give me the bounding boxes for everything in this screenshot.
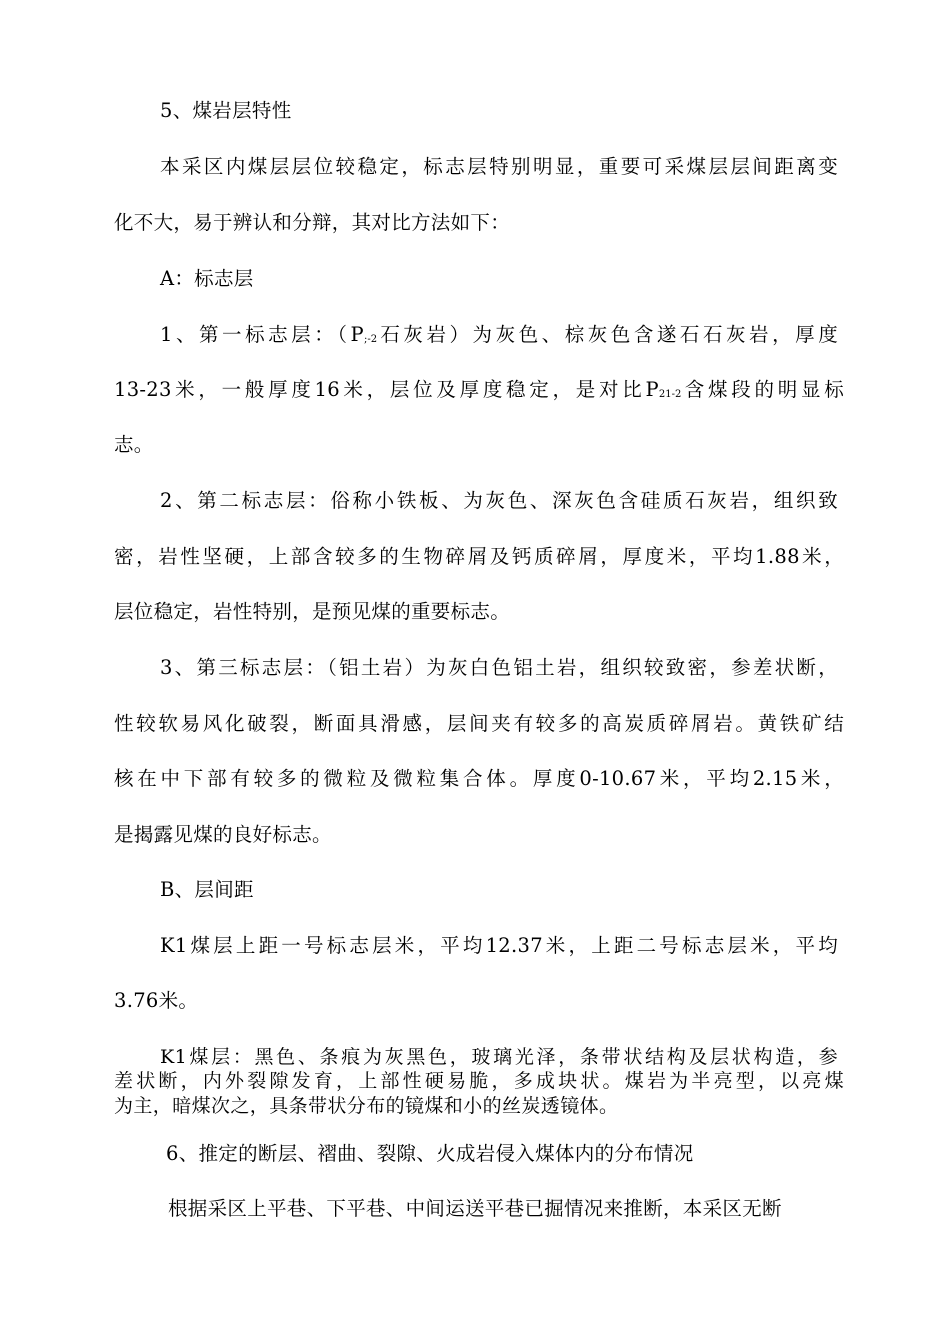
k1-coal-line-2: 差状断，内外裂隙发育，上部性硬易脆，多成块状。煤岩为半亮型，以亮煤 xyxy=(114,1070,844,1092)
marker-3-line-3: 核在中下部有较多的微粒及微粒集合体。厚度0-10.67米，平均2.15米， xyxy=(114,767,844,790)
section-6-body-line-1: 根据采区上平巷、下平巷、中间运送平巷已掘情况来推断，本采区无断 xyxy=(168,1197,782,1220)
marker-1-text-a: 1、第一标志层：（P xyxy=(160,323,364,346)
k1-distance-line-2: 3.76米。 xyxy=(114,989,199,1012)
k1-coal-line-1: K1煤层：黑色、条痕为灰黑色，玻璃光泽，条带状结构及层状构造，参 xyxy=(160,1046,838,1068)
marker-layers-heading: A：标志层 xyxy=(160,267,254,290)
marker-1-text-b: 石灰岩）为灰色、棕灰色含遂石石灰岩，厚度 xyxy=(377,323,838,346)
intro-line-1: 本采区内煤层层位较稳定，标志层特别明显，重要可采煤层层间距离变 xyxy=(160,155,838,178)
marker-3-line-2: 性较软易风化破裂，断面具滑感，层间夹有较多的高炭质碎屑岩。黄铁矿结 xyxy=(114,712,844,735)
marker-2-line-1: 2、第二标志层：俗称小铁板、为灰色、深灰色含硅质石灰岩，组织致 xyxy=(160,489,838,512)
intro-line-2: 化不大，易于辨认和分辩，其对比方法如下： xyxy=(114,211,511,234)
marker-1-line-1 xyxy=(160,322,838,353)
marker-1-subscript-1: ;-2 xyxy=(363,334,378,345)
marker-3-line-1: 3、第三标志层：（铝土岩）为灰白色铝土岩，组织较致密，参差状断， xyxy=(160,656,838,679)
marker-1-text-d: 含煤段的明显标 xyxy=(681,378,845,401)
marker-1-text-c: 13-23米，一般厚度16米，层位及厚度稳定，是对比P xyxy=(114,378,659,401)
section-5-heading: 5、煤岩层特性 xyxy=(160,99,292,122)
marker-1-line-2 xyxy=(114,377,844,408)
layer-spacing-heading: B、层间距 xyxy=(160,878,254,901)
marker-1-line-3: 志。 xyxy=(114,433,154,456)
section-6-heading: 6、推定的断层、褶曲、裂隙、火成岩侵入煤体内的分布情况 xyxy=(166,1142,694,1165)
marker-1-subscript-2: 21-2 xyxy=(658,389,682,400)
marker-2-line-2: 密，岩性坚硬，上部含较多的生物碎屑及钙质碎屑，厚度米，平均1.88米， xyxy=(114,545,844,568)
marker-2-line-3: 层位稳定，岩性特别，是预见煤的重要标志。 xyxy=(114,600,511,623)
marker-3-line-4: 是揭露见煤的良好标志。 xyxy=(114,823,332,846)
k1-distance-line-1: K1煤层上距一号标志层米，平均12.37米，上距二号标志层米，平均 xyxy=(160,934,838,957)
k1-coal-line-3: 为主，暗煤次之，具条带状分布的镜煤和小的丝炭透镜体。 xyxy=(114,1095,619,1117)
